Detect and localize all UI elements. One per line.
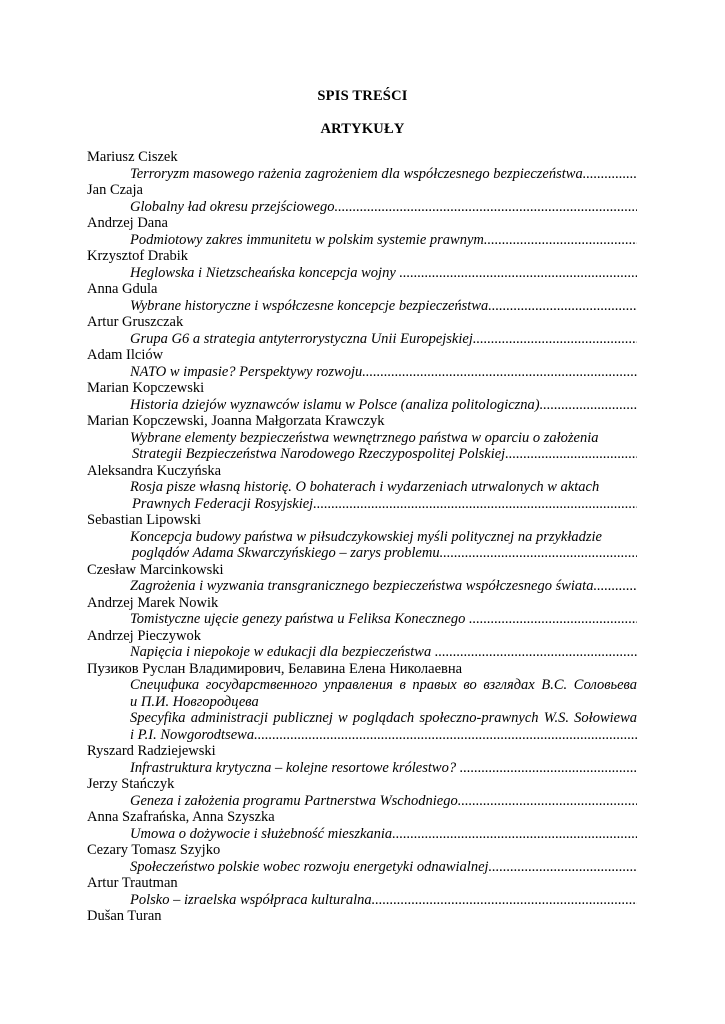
toc-author: Ryszard Radziejewski bbox=[87, 743, 216, 759]
toc-title bbox=[87, 826, 637, 843]
toc-title-text: Podmiotowy zakres immunitetu w polskim systemie prawnym bbox=[130, 231, 484, 248]
toc-author: Krzysztof Drabik bbox=[87, 248, 189, 264]
toc-title-text: Prawnych Federacji Rosyjskiej bbox=[132, 495, 314, 512]
toc-title-text: Специфика государственного управления в правых во взглядах В.С. Соловьева bbox=[130, 677, 637, 693]
dot-leader bbox=[313, 496, 637, 512]
toc-title bbox=[87, 331, 637, 348]
toc-title bbox=[87, 430, 637, 463]
toc-title bbox=[87, 529, 637, 562]
toc-author: Dušan Turan bbox=[87, 908, 162, 924]
toc-title-text: Grupa G6 a strategia antyterrorystyczna Unii Europejskiej bbox=[130, 330, 473, 347]
toc-title-text: Historia dziejów wyznawców islamu w Polsce (analiza politologiczna) bbox=[130, 396, 540, 413]
toc-title-text: Koncepcja budowy państwa w piłsudczykowskiej myśli politycznej na przykładzie bbox=[130, 528, 602, 545]
toc-entry bbox=[87, 776, 637, 809]
toc-entry bbox=[87, 595, 637, 628]
toc-title bbox=[87, 397, 637, 414]
toc-entry bbox=[87, 347, 637, 380]
toc-entry bbox=[87, 842, 637, 875]
toc-title bbox=[87, 677, 637, 743]
dot-leader bbox=[399, 265, 637, 281]
toc-entry bbox=[87, 314, 637, 347]
toc-entry bbox=[87, 149, 637, 182]
toc-title bbox=[87, 479, 637, 512]
toc-title bbox=[87, 199, 637, 216]
toc-entry bbox=[87, 628, 637, 661]
toc-title-text: Rosja pisze własną historię. O bohaterach i wydarzeniach utrwalonych w aktach bbox=[130, 479, 600, 495]
toc-title bbox=[87, 578, 637, 595]
toc-entry bbox=[87, 463, 637, 513]
dot-leader bbox=[473, 331, 637, 347]
toc-entry bbox=[87, 182, 637, 215]
toc-title-text: i P.I. Nowgorodtsewa bbox=[130, 726, 255, 743]
toc-title-text: Wybrane historyczne i współczesne koncepcje bezpieczeństwa bbox=[130, 297, 489, 314]
toc-author: Aleksandra Kuczyńska bbox=[87, 462, 222, 479]
toc-title bbox=[87, 892, 637, 909]
dot-leader bbox=[469, 611, 637, 627]
toc-title-text: Heglowska i Nietzscheańska koncepcja wojny bbox=[130, 264, 400, 281]
toc-title-text: Strategii Bezpieczeństwa Narodowego Rzeczypospolitej Polskiej bbox=[132, 446, 506, 462]
dot-leader bbox=[505, 446, 637, 462]
dot-leader bbox=[254, 727, 637, 743]
dot-leader bbox=[460, 760, 637, 776]
toc-entry bbox=[87, 809, 637, 842]
toc-title bbox=[87, 793, 637, 810]
dot-leader bbox=[392, 826, 637, 842]
page-title: SPIS TREŚCI bbox=[317, 88, 408, 104]
toc-author: Andrzej Pieczywok bbox=[87, 627, 201, 644]
toc-author: Пузиков Руслан Владимирович, Белавина Елена Николаевна bbox=[87, 660, 463, 677]
toc-title-text: Społeczeństwo polskie wobec rozwoju energetyki odnawialnej bbox=[130, 858, 489, 875]
table-of-contents bbox=[87, 149, 637, 925]
toc-title bbox=[87, 760, 637, 777]
toc-author: Anna Szafrańska, Anna Szyszka bbox=[87, 809, 275, 825]
toc-title-text: Polsko – izraelska współpraca kulturalna bbox=[130, 891, 372, 908]
dot-leader bbox=[583, 166, 637, 182]
toc-entry bbox=[87, 562, 637, 595]
dot-leader bbox=[362, 364, 637, 380]
toc-author: Artur Trautman bbox=[87, 875, 178, 891]
toc-entry bbox=[87, 661, 637, 744]
dot-leader bbox=[540, 397, 637, 413]
toc-author: Czesław Marcinkowski bbox=[87, 561, 224, 578]
toc-entry bbox=[87, 875, 637, 908]
toc-title-text: Geneza i założenia programu Partnerstwa Wschodniego bbox=[130, 792, 458, 809]
dot-leader bbox=[488, 298, 637, 314]
toc-title bbox=[87, 364, 637, 381]
toc-author: Mariusz Ciszek bbox=[87, 149, 178, 165]
dot-leader bbox=[440, 545, 637, 561]
toc-title-text: Napięcia i niepokoje w edukacji dla bezpieczeństwa bbox=[130, 644, 435, 660]
dot-leader bbox=[435, 644, 637, 660]
toc-author: Artur Gruszczak bbox=[87, 314, 184, 330]
toc-title-text: Zagrożenia i wyzwania transgranicznego bezpieczeństwa współczesnego świata bbox=[130, 578, 594, 594]
toc-title bbox=[87, 166, 637, 183]
toc-author: Marian Kopczewski, Joanna Małgorzata Krawczyk bbox=[87, 413, 385, 429]
toc-title bbox=[87, 644, 637, 661]
toc-title-text: Terroryzm masowego rażenia zagrożeniem dla współczesnego bezpieczeństwa bbox=[130, 165, 583, 182]
toc-title-text: Tomistyczne ujęcie genezy państwa u Feliksa Konecznego bbox=[130, 611, 469, 627]
toc-entry bbox=[87, 413, 637, 463]
toc-author: Andrzej Marek Nowik bbox=[87, 594, 219, 611]
dot-leader bbox=[458, 793, 637, 809]
toc-title bbox=[87, 265, 637, 282]
toc-author: Jerzy Stańczyk bbox=[87, 776, 175, 792]
dot-leader bbox=[489, 859, 637, 875]
toc-entry bbox=[87, 215, 637, 248]
toc-title-text: poglądów Adama Skwarczyńskiego – zarys problemu bbox=[132, 545, 440, 561]
toc-entry bbox=[87, 380, 637, 413]
dot-leader bbox=[484, 232, 637, 248]
toc-title bbox=[87, 232, 637, 249]
toc-author: Anna Gdula bbox=[87, 281, 158, 297]
toc-entry bbox=[87, 512, 637, 562]
toc-title bbox=[87, 859, 637, 876]
toc-author: Adam Ilciów bbox=[87, 347, 164, 363]
dot-leader bbox=[372, 892, 637, 908]
toc-title bbox=[87, 611, 637, 628]
toc-title-text: Umowa o dożywocie i służebność mieszkania bbox=[130, 825, 393, 842]
toc-entry bbox=[87, 908, 637, 925]
toc-author: Cezary Tomasz Szyjko bbox=[87, 842, 221, 858]
toc-title-text: Globalny ład okresu przejściowego bbox=[130, 198, 335, 215]
dot-leader bbox=[593, 578, 637, 594]
dot-leader bbox=[334, 199, 637, 215]
section-title: ARTYKUŁY bbox=[320, 121, 405, 137]
toc-entry bbox=[87, 743, 637, 776]
toc-author: Jan Czaja bbox=[87, 182, 143, 198]
toc-title bbox=[87, 298, 637, 315]
toc-title-text: Specyfika administracji publicznej w poglądach społeczno-prawnych W.S. Sołowiewa bbox=[130, 710, 637, 726]
toc-entry bbox=[87, 281, 637, 314]
toc-entry bbox=[87, 248, 637, 281]
toc-title-text: NATO w impasie? Perspektywy rozwoju bbox=[130, 363, 363, 380]
toc-author: Andrzej Dana bbox=[87, 215, 168, 231]
toc-title-text: Wybrane elementy bezpieczeństwa wewnętrznego państwa w oparciu o założenia bbox=[130, 429, 599, 446]
toc-author: Sebastian Lipowski bbox=[87, 512, 201, 528]
toc-title-text: и П.И. Новгородцева bbox=[130, 693, 259, 710]
toc-author: Marian Kopczewski bbox=[87, 380, 205, 396]
toc-title-text: Infrastruktura krytyczna – kolejne resortowe królestwo? bbox=[130, 759, 460, 776]
